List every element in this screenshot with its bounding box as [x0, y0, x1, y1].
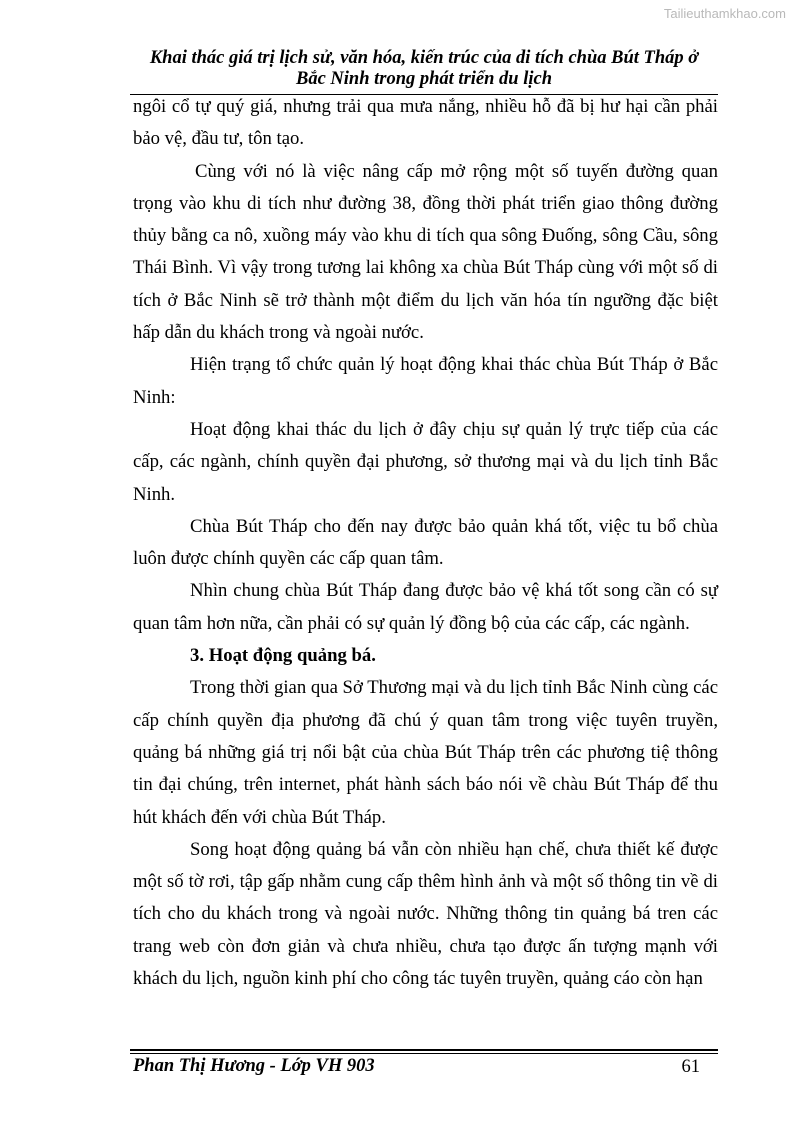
section-heading-promotion: 3. Hoạt động quảng bá. [190, 645, 376, 667]
paragraph-continuation: ngôi cổ tự quý giá, nhưng trải qua mưa nắng, nhiều hỗ đã bị hư hại cần phải bảo vệ, đầu tư, tôn tạo. [133, 96, 718, 150]
paragraph-preservation: Chùa Bút Tháp cho đến nay được bảo quản khá tốt, việc tu bổ chùa luôn được chính quyền các cấp quan tâm. [133, 515, 718, 570]
paragraph-management-status: Hiện trạng tổ chức quản lý hoạt động khai thác chùa Bút Tháp ở Bắc Ninh: [133, 354, 718, 408]
running-header [130, 48, 718, 90]
paragraph-management-direct: Hoạt động khai thác du lịch ở đây chịu sự quản lý trực tiếp của các cấp, các ngành, chính quyền đại phương, sở thương mại và du lịch tỉnh Bắc Ninh. [133, 418, 718, 505]
header-title-line1: Khai thác giá trị lịch sử, văn hóa, kiến trúc của di tích chùa Bút Tháp ở [149, 48, 699, 68]
footer-divider-thick [130, 1049, 718, 1051]
paragraph-overall: Nhìn chung chùa Bút Tháp đang được bảo vệ khá tốt song cần có sự quan tâm hơn nữa, cần phải có sự quản lý đồng bộ của các cấp, các ngành. [133, 580, 718, 634]
page-number: 61 [681, 1057, 700, 1077]
watermark: Tailieuthamkhao.com [663, 6, 786, 21]
footer-divider-thin [130, 1053, 718, 1054]
paragraph-promotion-limits: Song hoạt động quảng bá vẫn còn nhiều hạn chế, chưa thiết kế được một số tờ rơi, tập gấp nhằm cung cấp thêm hình ảnh và một số thông tin về di tích cho du khách trong và ngoài nước. Những thông tin quảng bá tren các trang web còn đơn giản và chưa nhiều, chưa tạo được ấn tượng mạnh với khách du lịch, nguồn kinh phí cho công tác tuyên truyền, quảng cáo còn hạn [133, 838, 718, 990]
header-title-line2: Bắc Ninh trong phát triển du lịch [296, 69, 552, 89]
paragraph-promotion-efforts: Trong thời gian qua Sở Thương mại và du lịch tỉnh Bắc Ninh cùng các cấp chính quyền địa phương đã chú ý quan tâm trong việc tuyên truyền, quảng bá những giá trị nổi bật của chùa Bút Tháp trên các phương tiệ thông tin đại chúng, trên internet, phát hành sách báo nói về chàu Bút Tháp để thu hút khách đến với chùa Bút Tháp. [133, 677, 718, 828]
document-body [133, 91, 718, 995]
paragraph-upgrade-roads: Cùng với nó là việc nâng cấp mở rộng một số tuyến đường quan trọng vào khu di tích như đường 38, đồng thời phát triển giao thông đường thủy bằng ca nô, xuồng máy vào khu di tích qua sông Đuống, sông Cầu, sông Thái Bình. Vì vậy trong tương lai không xa chùa Bút Tháp cùng với một số di tích ở Bắc Ninh sẽ trở thành một điểm du lịch văn hóa tín ngưỡng đặc biệt hấp dẫn du khách trong và ngoài nước. [133, 160, 718, 344]
footer-author: Phan Thị Hương - Lớp VH 903 [133, 1056, 375, 1076]
